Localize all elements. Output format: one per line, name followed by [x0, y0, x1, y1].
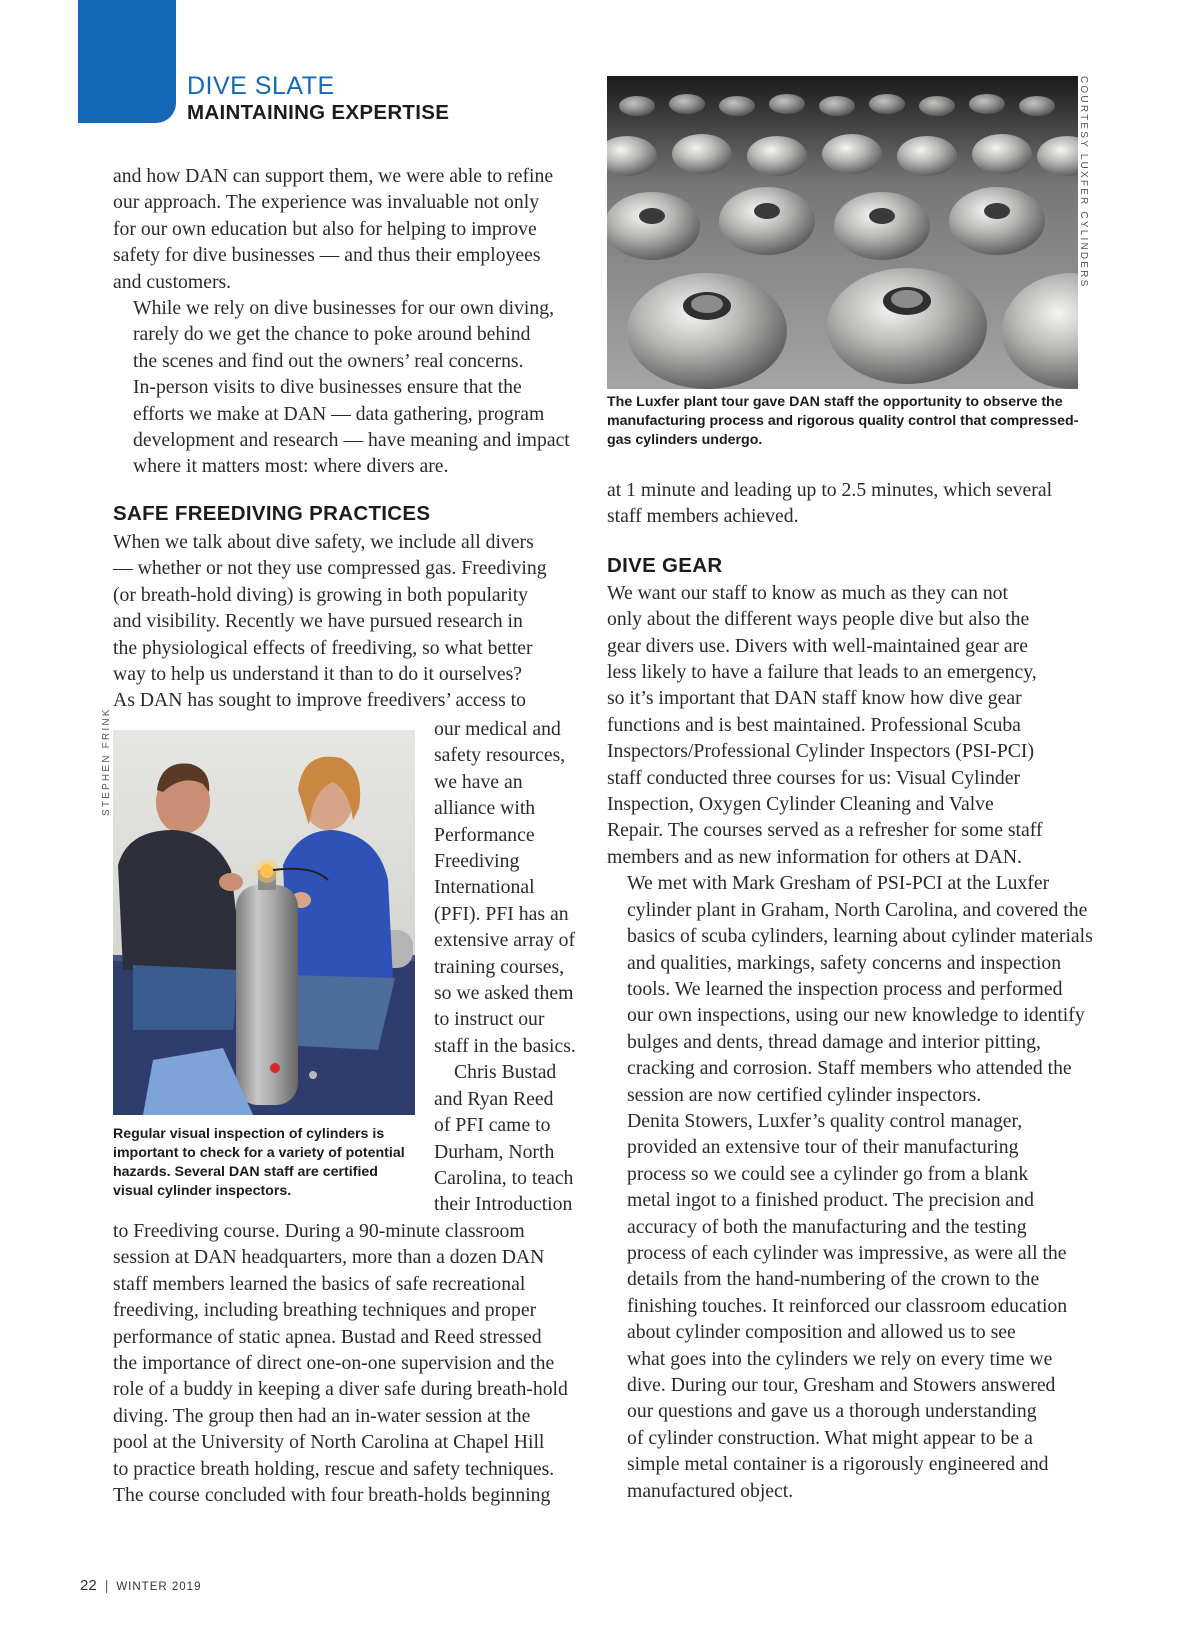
continued-paragraph	[607, 477, 1102, 530]
text-line: dive. During our tour, Gresham and Stowers answered	[627, 1374, 1056, 1396]
paragraph-4	[113, 1218, 598, 1508]
issue-label: WINTER 2019	[116, 1581, 202, 1593]
text-line: way to help us understand it than to do it ourselves?	[113, 662, 522, 685]
text-line: staff conducted three courses for us: Visual Cylinder	[607, 766, 1021, 789]
text-line: accuracy of both the manufacturing and the testing	[627, 1215, 1027, 1238]
text-line: simple metal container is a rigorously engineered and	[627, 1453, 1049, 1476]
text-line: and Ryan Reed	[434, 1087, 554, 1110]
text-line: to Freediving course. During a 90-minute classroom	[113, 1220, 525, 1242]
left-photo-caption	[113, 1125, 423, 1201]
section-color-tab	[78, 0, 176, 123]
text-line: important to check for a variety of potential	[113, 1145, 405, 1161]
text-line: about cylinder composition and allowed us to see	[627, 1321, 1016, 1344]
text-line: to practice breath holding, rescue and safety techniques.	[113, 1457, 555, 1480]
text-line: functions and is best maintained. Professional Scuba	[607, 713, 1021, 736]
text-line: cylinder plant in Graham, North Carolina, and covered the	[627, 898, 1088, 921]
text-line: pool at the University of North Carolina at Chapel Hill	[113, 1431, 545, 1454]
text-line: While we rely on dive businesses for our own diving,	[133, 297, 555, 320]
text-line: staff members learned the basics of safe recreational	[113, 1272, 526, 1295]
text-line: training courses,	[434, 955, 565, 978]
text-line: Denita Stowers, Luxfer’s quality control manager,	[627, 1109, 1023, 1132]
text-line: cracking and corrosion. Staff members who attended the	[627, 1057, 1072, 1080]
cylinder-inspection-photo	[113, 730, 415, 1115]
left-column-top	[113, 163, 593, 714]
text-line: to instruct our	[434, 1008, 545, 1031]
text-line: the importance of direct one-on-one supervision and the	[113, 1352, 555, 1375]
paragraph-7	[607, 1108, 1102, 1504]
text-line: We met with Mark Gresham of PSI-PCI at the Luxfer	[627, 872, 1050, 895]
footer-separator: |	[104, 1577, 109, 1593]
text-line: metal ingot to a finished product. The precision and	[627, 1189, 1034, 1212]
paragraph-1	[113, 163, 593, 295]
dive-gear-heading: DIVE GEAR	[607, 553, 723, 577]
wrap-paragraph	[434, 716, 604, 1218]
text-line: manufactured object.	[627, 1479, 794, 1502]
paragraph-2	[113, 295, 593, 480]
text-line: gas cylinders undergo.	[607, 432, 763, 448]
text-line: Durham, North	[434, 1140, 555, 1163]
text-line: our own inspections, using our new knowledge to identify	[627, 1004, 1085, 1027]
text-line: role of a buddy in keeping a diver safe during breath-hold	[113, 1378, 568, 1401]
text-line: bulges and dents, thread damage and interior pitting,	[627, 1030, 1041, 1053]
text-line: efforts we make at DAN — data gathering, program	[133, 402, 545, 425]
text-line: our medical and	[434, 718, 561, 740]
text-line: finishing touches. It reinforced our classroom education	[627, 1294, 1068, 1317]
text-line: of cylinder construction. What might appear to be a	[627, 1426, 1033, 1449]
text-line: only about the different ways people dive but also the	[607, 608, 1030, 631]
freediving-heading: SAFE FREEDIVING PRACTICES	[113, 501, 431, 525]
text-line: freediving, including breathing techniques and proper	[113, 1299, 537, 1322]
text-line: development and research — have meaning and impact	[133, 429, 570, 452]
department-kicker: DIVE SLATE	[187, 72, 335, 100]
text-line: Inspection, Oxygen Cylinder Cleaning and Valve	[607, 793, 994, 816]
text-line: extensive array of	[434, 929, 576, 952]
section-title: MAINTAINING EXPERTISE	[187, 101, 450, 124]
text-line: Inspectors/Professional Cylinder Inspectors (PSI-PCI)	[607, 740, 1035, 763]
text-line: our approach. The experience was invaluable not only	[113, 191, 540, 214]
text-line: process so we could see a cylinder go from a blank	[627, 1162, 1029, 1185]
right-photo-credit: COURTESY LUXFER CYLINDERS	[1078, 76, 1089, 289]
text-line: and visibility. Recently we have pursued research in	[113, 610, 523, 633]
text-line: session are now certified cylinder inspectors.	[627, 1083, 982, 1106]
cylinder-inspection-illustration	[113, 730, 415, 1115]
cylinder-crowns-illustration	[607, 76, 1078, 389]
left-wrap-text	[434, 716, 604, 1218]
text-line: alliance with	[434, 797, 536, 820]
text-line: The Luxfer plant tour gave DAN staff the opportunity to observe the	[607, 394, 1063, 410]
text-line: at 1 minute and leading up to 2.5 minutes, which several	[607, 479, 1053, 501]
text-line: hazards. Several DAN staff are certified	[113, 1164, 378, 1180]
page-number: 22	[80, 1577, 97, 1594]
text-line: and qualities, markings, safety concerns and inspection	[627, 951, 1062, 974]
text-line: details from the hand-numbering of the crown to the	[627, 1268, 1040, 1291]
text-line: less likely to have a failure that leads to an emergency,	[607, 661, 1037, 684]
luxfer-cylinders-photo	[607, 76, 1078, 389]
text-line: where it matters most: where divers are.	[133, 455, 449, 478]
text-line: our questions and gave us a thorough understanding	[627, 1400, 1037, 1423]
text-line: International	[434, 876, 535, 899]
text-line: we have an	[434, 770, 523, 793]
text-line: session at DAN headquarters, more than a dozen DAN	[113, 1246, 545, 1269]
text-line: — whether or not they use compressed gas. Freediving	[113, 557, 547, 580]
right-column	[607, 477, 1102, 1504]
text-line: Freediving	[434, 850, 520, 873]
text-line: so it’s important that DAN staff know how dive gear	[607, 687, 1022, 710]
text-line: staff in the basics.	[434, 1034, 576, 1057]
text-line: In-person visits to dive businesses ensure that the	[133, 376, 522, 399]
text-line: safety for dive businesses — and thus their employees	[113, 244, 541, 267]
text-line: what goes into the cylinders we rely on every time we	[627, 1347, 1053, 1370]
text-line: and how DAN can support them, we were able to refine	[113, 165, 554, 187]
text-line: Chris Bustad	[454, 1061, 557, 1084]
right-photo-caption	[607, 393, 1087, 450]
text-line: safety resources,	[434, 744, 566, 767]
text-line: manufacturing process and rigorous quality control that compressed-	[607, 413, 1079, 429]
text-line: so we asked them	[434, 982, 574, 1005]
text-line: gear divers use. Divers with well-maintained gear are	[607, 634, 1028, 657]
text-line: the physiological effects of freediving, so what better	[113, 636, 533, 659]
page-footer	[80, 1577, 201, 1595]
text-line: of PFI came to	[434, 1114, 551, 1137]
text-line: the scenes and find out the owners’ real concerns.	[133, 349, 524, 372]
text-line: Regular visual inspection of cylinders is	[113, 1126, 385, 1142]
text-line: The course concluded with four breath-holds beginning	[113, 1484, 551, 1507]
text-line: (or breath-hold diving) is growing in both popularity	[113, 583, 529, 606]
text-line: provided an extensive tour of their manufacturing	[627, 1136, 1019, 1159]
text-line: rarely do we get the chance to poke around behind	[133, 323, 531, 346]
text-line: Repair. The courses served as a refresher for some staff	[607, 819, 1043, 842]
text-line: members and as new information for others at DAN.	[607, 845, 1022, 868]
paragraph-3	[113, 529, 593, 714]
text-line: When we talk about dive safety, we include all divers	[113, 530, 534, 553]
text-line: visual cylinder inspectors.	[113, 1183, 292, 1199]
text-line: (PFI). PFI has an	[434, 902, 569, 925]
text-line: tools. We learned the inspection process and performed	[627, 977, 1063, 1000]
text-line: diving. The group then had an in-water session at the	[113, 1404, 531, 1427]
text-line: for our own education but also for helping to improve	[113, 217, 537, 240]
text-line: As DAN has sought to improve freedivers’ access to	[113, 689, 526, 712]
text-line: their Introduction	[434, 1193, 573, 1216]
text-line: Carolina, to teach	[434, 1166, 574, 1189]
left-photo-credit: STEPHEN FRINK	[101, 707, 112, 816]
paragraph-5	[607, 580, 1102, 870]
left-column-bottom	[113, 1218, 598, 1508]
paragraph-6	[607, 870, 1102, 1108]
text-line: process of each cylinder was impressive, as were all the	[627, 1241, 1067, 1264]
text-line: staff members achieved.	[607, 505, 799, 528]
text-line: basics of scuba cylinders, learning about cylinder materials	[627, 925, 1093, 948]
text-line: and customers.	[113, 270, 232, 293]
text-line: Performance	[434, 823, 535, 846]
text-line: We want our staff to know as much as they can not	[607, 581, 1008, 604]
text-line: performance of static apnea. Bustad and Reed stressed	[113, 1325, 542, 1348]
